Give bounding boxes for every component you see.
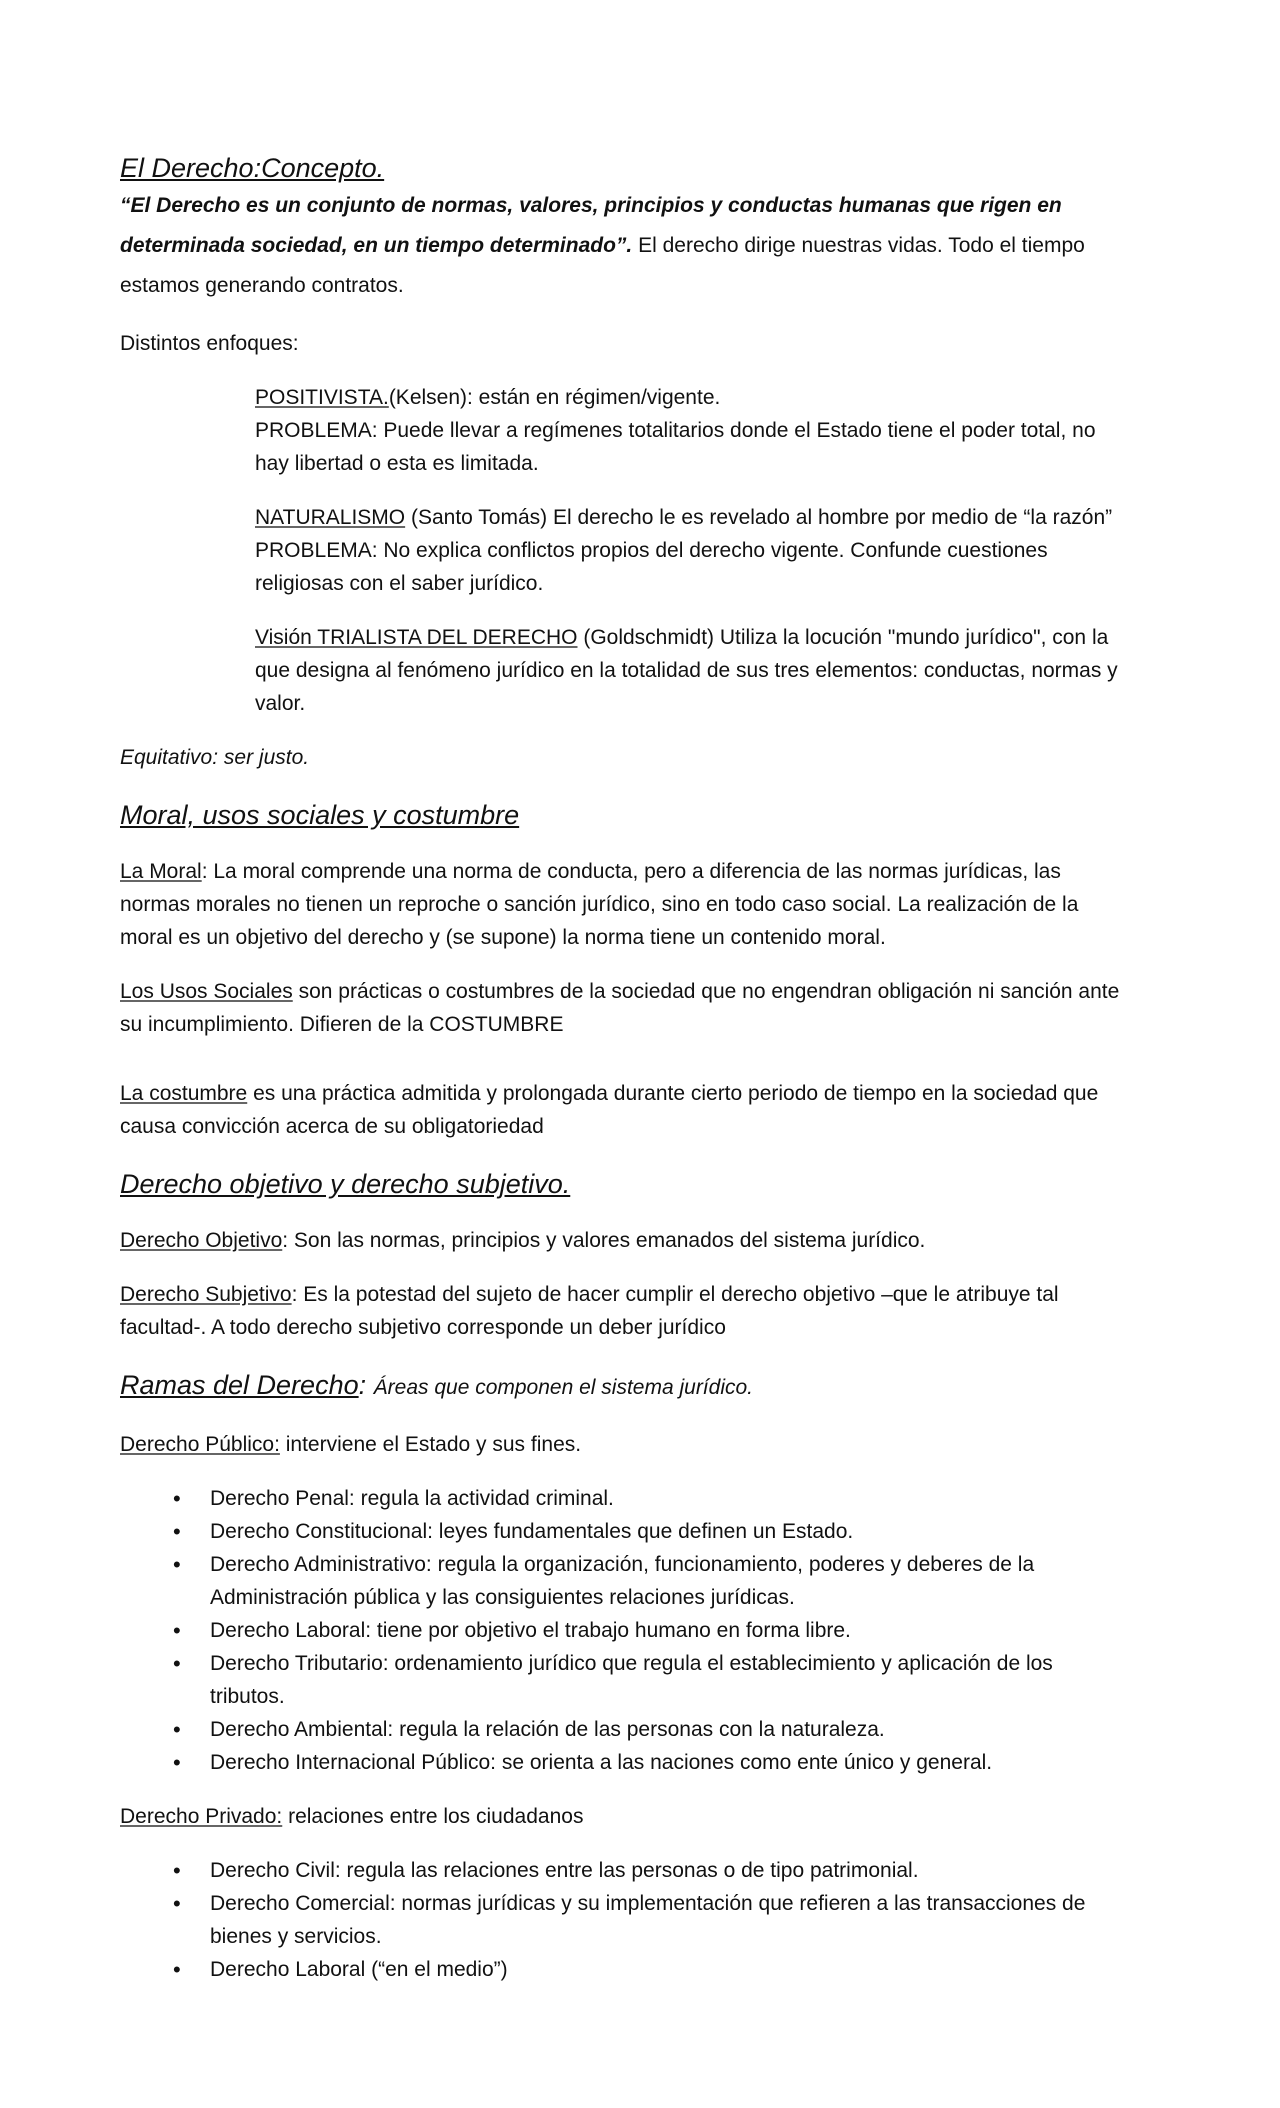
list-item: • Derecho Penal: regula la actividad criminal.	[210, 1482, 1130, 1515]
heading-objetivo	[120, 1164, 1130, 1204]
list-item: • Derecho Civil: regula las relaciones entre las personas o de tipo patrimonial.	[210, 1854, 1130, 1887]
paragraph-la-moral	[120, 855, 1130, 954]
text-derecho-objetivo: : Son las normas, principios y valores emanados del sistema jurídico.	[282, 1229, 926, 1252]
text-usos-sociales: son prácticas o costumbres de la sociedad que no engendran obligación ni sanción ante su incumplimiento. Difieren de la COSTUMBRE	[120, 980, 1120, 1036]
term-derecho-privado: Derecho Privado:	[120, 1805, 283, 1828]
list-item: • Derecho Tributario: ordenamiento jurídico que regula el establecimiento y aplicación de los tributos.	[210, 1647, 1130, 1713]
enfoque-line2: PROBLEMA: No explica conflictos propios del derecho vigente. Confunde cuestiones religiosas con el saber jurídico.	[255, 539, 1048, 595]
enfoque-line2: PROBLEMA: Puede llevar a regímenes totalitarios donde el Estado tiene el poder total, no hay libertad o esta es limitada.	[255, 419, 1096, 475]
term-la-moral: La Moral	[120, 860, 202, 883]
paragraph-derecho-privado	[120, 1800, 1130, 1833]
enfoques-list	[120, 381, 1130, 720]
title-concepto: El Derecho:Concepto.	[120, 153, 385, 183]
heading-objetivo-text: Derecho objetivo y derecho subjetivo.	[120, 1169, 571, 1199]
definition-continuation: El derecho dirige nuestras vidas. Todo el tiempo estamos generando contratos.	[120, 234, 1085, 297]
heading-moral-text: Moral, usos sociales y costumbre	[120, 800, 520, 830]
enfoques-label: Distintos enfoques:	[120, 332, 299, 355]
text-derecho-privado: relaciones entre los ciudadanos	[282, 1805, 584, 1828]
equitativo-note: Equitativo: ser justo.	[120, 746, 310, 769]
paragraph-usos-sociales	[120, 975, 1130, 1041]
enfoque-line1: (Santo Tomás) El derecho le es revelado al hombre por medio de “la razón”	[405, 506, 1113, 529]
enfoque-line1: (Kelsen): están en régimen/vigente.	[388, 386, 721, 409]
enfoque-naturalismo	[255, 501, 1130, 600]
text-costumbre: es una práctica admitida y prolongada durante cierto periodo de tiempo en la sociedad que causa convicción acerca de su obligatoriedad	[120, 1082, 1099, 1138]
paragraph-concepto	[120, 186, 1130, 306]
term-usos-sociales: Los Usos Sociales	[120, 980, 293, 1003]
heading-ramas	[120, 1365, 1130, 1408]
enfoque-term: POSITIVISTA.	[255, 386, 389, 409]
heading-ramas-text: Ramas del Derecho	[120, 1370, 359, 1400]
list-item: • Derecho Comercial: normas jurídicas y su implementación que refieren a las transacciones de bienes y servicios.	[210, 1887, 1130, 1953]
paragraph-derecho-subjetivo	[120, 1278, 1130, 1344]
enfoque-line1: (Goldschmidt) Utiliza la locución "mundo jurídico", con la que designa al fenómeno jurídico en la totalidad de sus tres elementos: conductas, normas y valor.	[255, 626, 1118, 715]
list-item: • Derecho Administrativo: regula la organización, funcionamiento, poderes y deberes de la Administración pública y las consiguientes relaciones jurídicas.	[210, 1548, 1130, 1614]
term-costumbre: La costumbre	[120, 1082, 248, 1105]
term-derecho-objetivo: Derecho Objetivo	[120, 1229, 283, 1252]
list-item: • Derecho Laboral (“en el medio”)	[210, 1953, 1130, 1986]
enfoque-term: NATURALISMO	[255, 506, 406, 529]
text-la-moral: : La moral comprende una norma de conducta, pero a diferencia de las normas jurídicas, las normas morales no tienen un reproche o sanción jurídico, sino en todo caso social. La realización de la moral es un objetivo del derecho y (se supone) la norma tiene un contenido moral.	[120, 860, 1079, 949]
heading-ramas-subtitle: Áreas que componen el sistema jurídico.	[373, 1376, 754, 1399]
paragraph-costumbre	[120, 1077, 1130, 1143]
list-item: • Derecho Laboral: tiene por objetivo el trabajo humano en forma libre.	[210, 1614, 1130, 1647]
list-item: • Derecho Ambiental: regula la relación de las personas con la naturaleza.	[210, 1713, 1130, 1746]
term-derecho-subjetivo: Derecho Subjetivo	[120, 1283, 292, 1306]
enfoque-positivista	[255, 381, 1130, 480]
heading-moral	[120, 795, 1130, 835]
enfoque-trialista	[255, 621, 1130, 720]
enfoque-term: Visión TRIALISTA DEL DERECHO	[255, 626, 578, 649]
list-derecho-privado	[120, 1854, 1130, 1986]
list-derecho-publico	[120, 1482, 1130, 1779]
text-derecho-subjetivo: : Es la potestad del sujeto de hacer cumplir el derecho objetivo –que le atribuye tal facultad-. A todo derecho subjetivo corresponde un deber jurídico	[120, 1283, 1059, 1339]
list-item: • Derecho Constitucional: leyes fundamentales que definen un Estado.	[210, 1515, 1130, 1548]
list-item: • Derecho Internacional Público: se orienta a las naciones como ente único y general.	[210, 1746, 1130, 1779]
text-derecho-publico: interviene el Estado y sus fines.	[279, 1433, 582, 1456]
paragraph-derecho-publico	[120, 1428, 1130, 1461]
definition-quote: “El Derecho es un conjunto de normas, valores, principios y conductas humanas que rigen en determinada sociedad, en un tiempo determinado”.	[120, 194, 1062, 257]
heading-ramas-colon: :	[358, 1370, 374, 1400]
paragraph-derecho-objetivo	[120, 1224, 1130, 1257]
term-derecho-publico: Derecho Público:	[120, 1433, 280, 1456]
